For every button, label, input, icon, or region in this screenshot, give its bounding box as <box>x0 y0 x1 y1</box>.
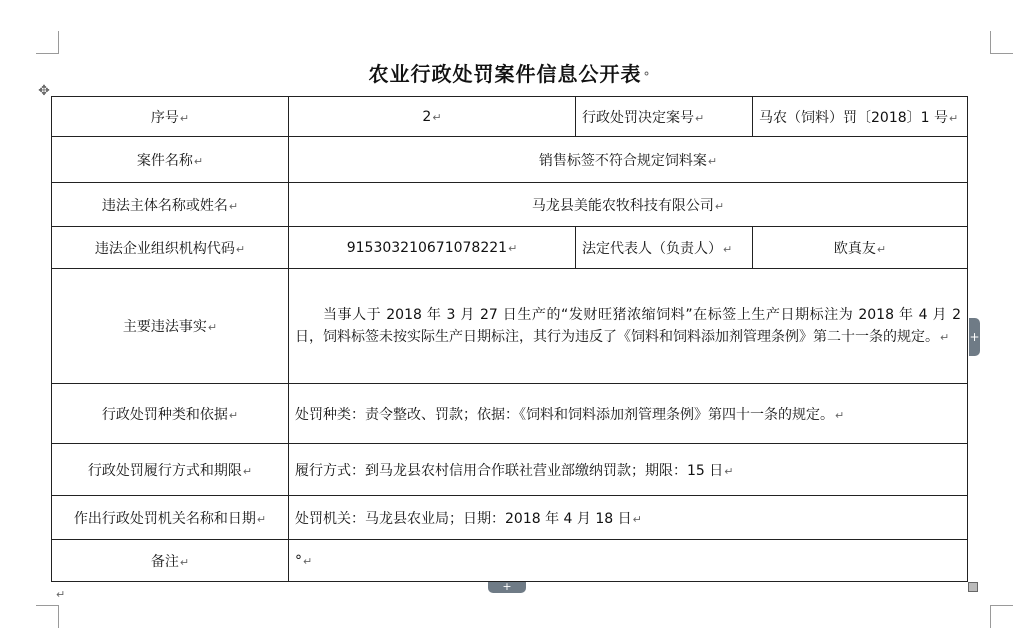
table-row-remarks <box>52 540 968 582</box>
cell-subject-value[interactable]: 马龙县美能农牧科技有限公司↵ <box>289 183 968 227</box>
cell-penalty-type-value[interactable]: 处罚种类：责令整改、罚款；依据：《饲料和饲料添加剂管理条例》第四十一条的规定。↵ <box>289 384 968 444</box>
cell-fulfillment-label[interactable]: 行政处罚履行方式和期限↵ <box>52 444 289 496</box>
cell-org-code-label[interactable]: 违法企业组织机构代码↵ <box>52 227 289 269</box>
cell-decision-no-value[interactable]: 马农（饲料）罚〔2018〕1 号↵ <box>753 97 968 137</box>
table-row-authority <box>52 496 968 540</box>
paragraph-mark-icon: ↵ <box>256 512 267 526</box>
cell-case-name-label[interactable]: 案件名称↵ <box>52 137 289 183</box>
paragraph-mark-icon: ↵ <box>235 242 246 256</box>
table-row-facts <box>52 269 968 384</box>
table-row-case-name <box>52 137 968 183</box>
table-resize-handle-icon[interactable] <box>968 582 978 592</box>
paragraph-mark-icon: ↵ <box>303 554 313 568</box>
cell-remarks-value[interactable]: °↵ <box>289 540 968 582</box>
page-corner-bottom-left <box>36 605 59 628</box>
paragraph-mark-icon: ↵ <box>835 408 845 422</box>
document-title: 农业行政处罚案件信息公开表 <box>368 62 642 86</box>
paragraph-mark-icon: ↵ <box>876 242 887 256</box>
page-corner-top-left <box>36 31 59 54</box>
paragraph-mark-icon: ↵ <box>949 111 959 125</box>
cell-authority-label[interactable]: 作出行政处罚机关名称和日期↵ <box>52 496 289 540</box>
table-row-serial <box>52 97 968 137</box>
paragraph-mark-icon: ↵ <box>228 199 239 213</box>
page-corner-bottom-right <box>990 605 1013 628</box>
paragraph-mark-icon: ↵ <box>179 111 190 125</box>
paragraph-mark-icon: ↵ <box>707 154 718 168</box>
paragraph-mark-icon: ↵ <box>432 110 442 124</box>
cell-serial-label[interactable]: 序号↵ <box>52 97 289 137</box>
cell-legal-rep-label[interactable]: 法定代表人（负责人）↵ <box>576 227 753 269</box>
table-row-subject <box>52 183 968 227</box>
table-row-org-code <box>52 227 968 269</box>
cell-remarks-label[interactable]: 备注↵ <box>52 540 289 582</box>
info-table <box>51 96 968 582</box>
add-row-plus-icon[interactable]: + <box>488 582 526 593</box>
cell-facts-label[interactable]: 主要违法事实↵ <box>52 269 289 384</box>
paragraph-mark-icon: ↵ <box>940 330 950 344</box>
paragraph-mark-icon: ↵ <box>242 464 253 478</box>
cell-decision-no-label[interactable]: 行政处罚决定案号↵ <box>576 97 753 137</box>
cell-authority-value[interactable]: 处罚机关：马龙县农业局；日期：2018 年 4 月 18 日↵ <box>289 496 968 540</box>
add-column-plus-icon[interactable]: + <box>969 318 980 356</box>
cell-subject-label[interactable]: 违法主体名称或姓名↵ <box>52 183 289 227</box>
paragraph-mark-icon: ↵ <box>179 555 190 569</box>
cell-fulfillment-value[interactable]: 履行方式：到马龙县农村信用合作联社营业部缴纳罚款；期限：15 日↵ <box>289 444 968 496</box>
paragraph-mark-icon: ↵ <box>632 512 642 526</box>
cell-org-code-value[interactable]: 915303210671078221↵ <box>289 227 576 269</box>
page-corner-top-right <box>990 31 1013 54</box>
paragraph-mark-icon: ↵ <box>724 464 734 478</box>
cell-penalty-type-label[interactable]: 行政处罚种类和依据↵ <box>52 384 289 444</box>
paragraph-mark-icon: ↵ <box>714 199 725 213</box>
paragraph-mark-icon: ↵ <box>207 321 218 334</box>
document-end-mark: ↵ <box>56 588 66 601</box>
document-title-block <box>0 58 1019 87</box>
cell-legal-rep-value[interactable]: 欧真友↵ <box>753 227 968 269</box>
table-row-penalty-type <box>52 384 968 444</box>
paragraph-mark-icon: ↵ <box>695 111 705 125</box>
table-move-handle-icon[interactable]: ✥ <box>38 83 50 99</box>
paragraph-mark-icon: ↵ <box>193 154 204 168</box>
paragraph-mark-icon: ↵ <box>723 242 733 256</box>
cell-serial-value[interactable]: 2↵ <box>289 97 576 137</box>
paragraph-mark-icon: ↵ <box>508 241 518 255</box>
cell-facts-value[interactable]: 当事人于 2018 年 3 月 27 日生产的“发财旺猪浓缩饲料”在标签上生产日期标注为 2018 年 4 月 2 日，饲料标签未按实际生产日期标注，其行为违反了《饲料和饲料添加剂管理条例》第二十一条的规定。↵ <box>289 269 968 384</box>
table-row-fulfillment <box>52 444 968 496</box>
title-mark-icon: ° <box>643 70 651 84</box>
paragraph-mark-icon: ↵ <box>228 408 239 422</box>
cell-case-name-value[interactable]: 销售标签不符合规定饲料案↵ <box>289 137 968 183</box>
